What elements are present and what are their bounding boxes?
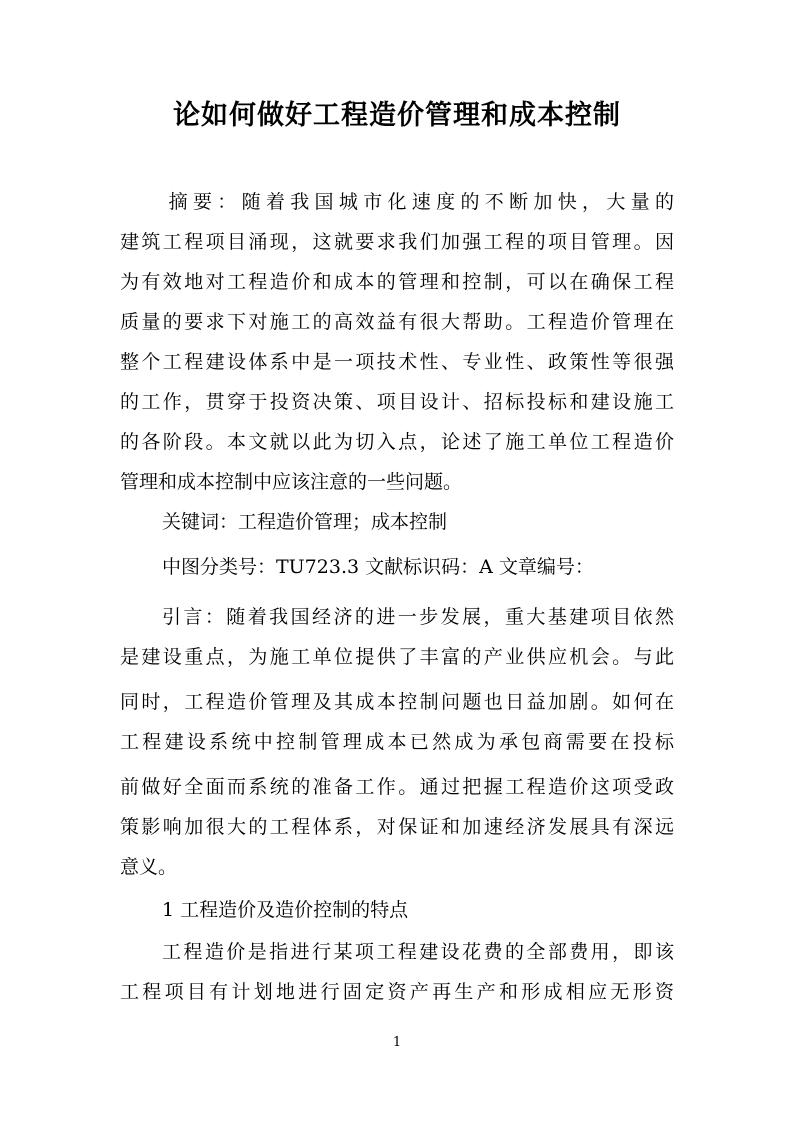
intro-line: 同时，工程造价管理及其成本控制问题也日益加剧。如何在 xyxy=(120,691,674,713)
section-line: 工程造价是指进行某项工程建设花费的全部费用，即该 xyxy=(162,941,674,963)
abstract-line: 建筑工程项目涌现，这就要求我们加强工程的项目管理。因 xyxy=(120,231,674,253)
abstract-line: 质量的要求下对施工的高效益有很大帮助。工程造价管理在 xyxy=(120,311,674,333)
abstract-line: 的工作，贯穿于投资决策、项目设计、招标投标和建设施工 xyxy=(120,391,674,413)
intro-line: 引言：随着我国经济的进一步发展，重大基建项目依然 xyxy=(162,606,674,628)
intro-line: 是建设重点，为施工单位提供了丰富的产业供应机会。与此 xyxy=(120,646,674,668)
intro-line: 前做好全面而系统的准备工作。通过把握工程造价这项受政 xyxy=(120,776,674,798)
abstract-line: 摘要：随着我国城市化速度的不断加快，大量的 xyxy=(120,191,674,213)
classification: 中图分类号：TU723.3 文献标识码：A 文章编号： xyxy=(162,556,594,578)
page-number: 1 xyxy=(392,1035,402,1050)
section-heading: 1 工程造价及造价控制的特点 xyxy=(162,899,409,921)
intro-line: 策影响加很大的工程体系，对保证和加速经济发展具有深远 xyxy=(120,816,674,838)
keywords: 关键词：工程造价管理；成本控制 xyxy=(162,511,448,533)
section-line: 工程项目有计划地进行固定资产再生产和形成相应无形资 xyxy=(120,981,674,1003)
document-title: 论如何做好工程造价管理和成本控制 xyxy=(173,100,621,131)
intro-line: 工程建设系统中控制管理成本已然成为承包商需要在投标 xyxy=(120,731,674,753)
abstract-line: 为有效地对工程造价和成本的管理和控制，可以在确保工程 xyxy=(120,271,674,293)
intro-line: 意义。 xyxy=(120,856,178,878)
abstract-line: 管理和成本控制中应该注意的一些问题。 xyxy=(120,471,463,493)
abstract-line: 的各阶段。本文就以此为切入点，论述了施工单位工程造价 xyxy=(120,431,674,453)
abstract-line: 整个工程建设体系中是一项技术性、专业性、政策性等很强 xyxy=(120,351,674,373)
